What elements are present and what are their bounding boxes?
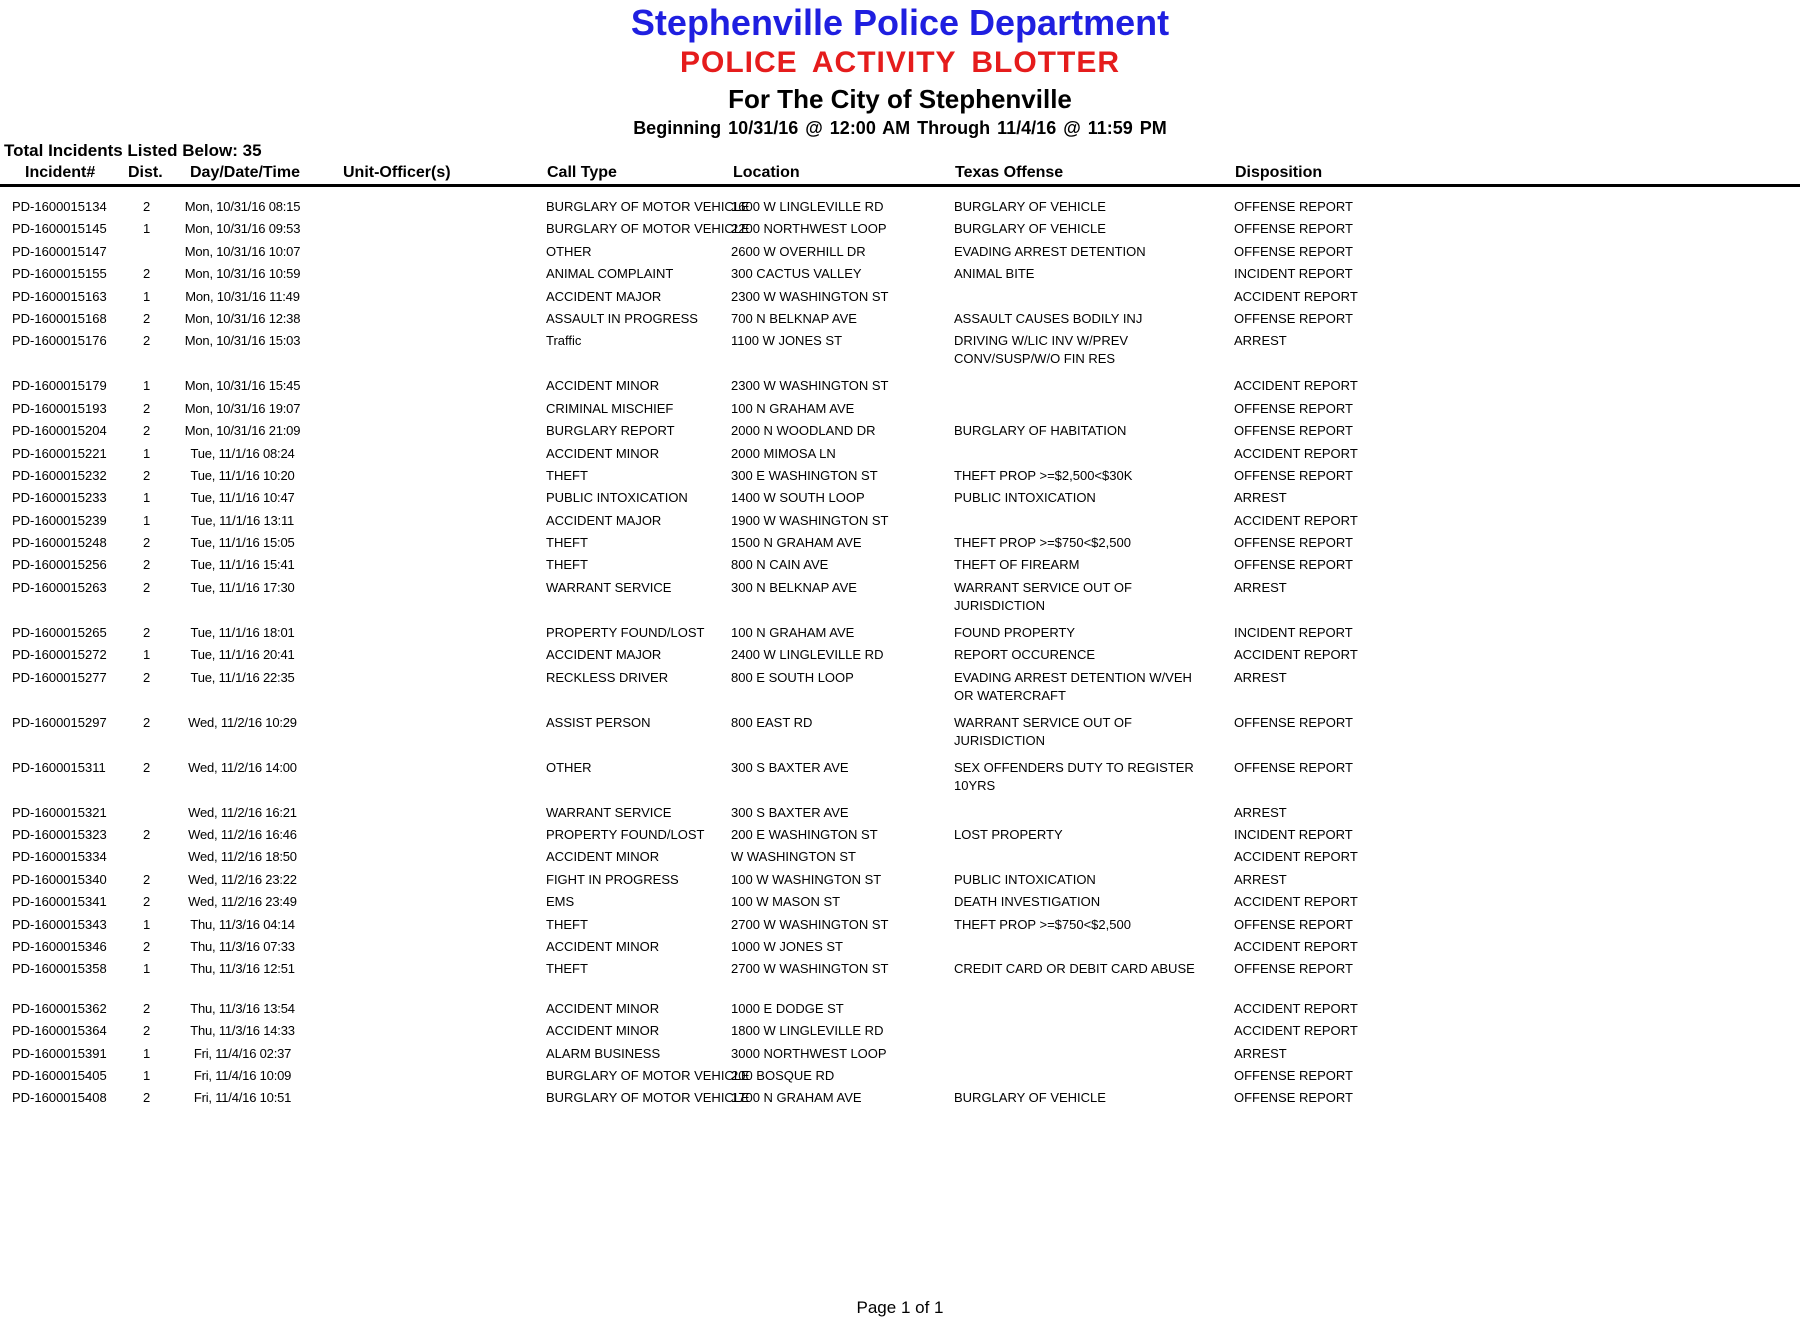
district-cell: 2 [143,894,151,910]
day-date-time-cell: Mon, 10/31/16 08:15 [184,199,301,214]
texas-offense-cell: EVADING ARREST DETENTION [954,243,1146,259]
district-cell: 2 [143,714,151,730]
district-cell: 1 [143,961,151,977]
incident-number-cell: PD-1600015364 [12,1023,107,1039]
texas-offense-cell: ANIMAL BITE [954,266,1035,282]
day-date-time-cell: Mon, 10/31/16 10:59 [184,266,301,282]
location-cell: 200 BOSQUE RD [731,1067,835,1083]
day-date-time-cell: Tue, 11/1/16 08:24 [190,445,295,461]
table-row [0,512,1800,534]
table-row [0,1089,1800,1111]
day-date-time-cell: Mon, 10/31/16 21:09 [184,423,301,439]
disposition-cell: OFFENSE REPORT [1234,961,1353,977]
district-cell: 2 [143,938,151,954]
district-cell: 2 [143,759,151,775]
disposition-cell: ACCIDENT REPORT [1234,894,1358,910]
day-date-time-cell: Mon, 10/31/16 15:03 [184,333,301,349]
call-type-cell: ANIMAL COMPLAINT [546,266,674,282]
call-type-cell: Traffic [546,333,582,349]
location-cell: 2000 N WOODLAND DR [731,423,876,439]
column-header-disposition: Disposition [1235,164,1323,181]
location-cell: 2300 W WASHINGTON ST [731,288,889,304]
district-cell: 1 [143,647,151,663]
texas-offense-cell: THEFT PROP >=$750<$2,500 [954,535,1131,551]
district-cell: 2 [143,557,151,573]
day-date-time-cell: Tue, 11/1/16 22:35 [190,669,295,685]
location-cell: 1100 W JONES ST [731,333,843,349]
texas-offense-cell: CREDIT CARD OR DEBIT CARD ABUSE [954,961,1195,977]
texas-offense-cell: LOST PROPERTY [954,827,1063,843]
disposition-cell: OFFENSE REPORT [1234,535,1353,551]
day-date-time-cell: Wed, 11/2/16 16:46 [188,827,297,843]
call-type-cell: PROPERTY FOUND/LOST [546,624,705,640]
call-type-cell: WARRANT SERVICE [546,579,672,595]
table-row [0,556,1800,578]
location-cell: 100 N GRAHAM AVE [731,400,855,416]
disposition-cell: OFFENSE REPORT [1234,423,1353,439]
table-row [0,669,1800,714]
day-date-time-cell: Thu, 11/3/16 07:33 [190,938,295,954]
location-cell: 2300 W WASHINGTON ST [731,378,889,394]
disposition-cell: OFFENSE REPORT [1234,467,1353,483]
incident-number-cell: PD-1600015405 [12,1067,107,1083]
table-row [0,489,1800,511]
disposition-cell: OFFENSE REPORT [1234,221,1353,237]
day-date-time-cell: Tue, 11/1/16 10:47 [190,490,295,506]
texas-offense-cell: PUBLIC INTOXICATION [954,490,1096,506]
location-cell: 800 E SOUTH LOOP [731,669,854,685]
disposition-cell: OFFENSE REPORT [1234,400,1353,416]
location-cell: 1800 W LINGLEVILLE RD [731,1023,884,1039]
district-cell: 2 [143,871,151,887]
incident-number-cell: PD-1600015321 [12,804,107,820]
incident-number-cell: PD-1600015168 [12,310,107,326]
table-row [0,1000,1800,1022]
table-row [0,826,1800,848]
district-cell: 2 [143,579,151,595]
incident-number-cell: PD-1600015256 [12,557,107,573]
call-type-cell: ACCIDENT MAJOR [546,647,662,663]
incident-number-cell: PD-1600015323 [12,827,107,843]
district-cell: 1 [143,445,151,461]
day-date-time-cell: Thu, 11/3/16 14:33 [190,1023,295,1039]
incident-number-cell: PD-1600015232 [12,467,107,483]
disposition-cell: OFFENSE REPORT [1234,199,1353,214]
column-header-location: Location [733,164,800,181]
location-cell: 1000 E DODGE ST [731,1000,844,1016]
texas-offense-cell: BURGLARY OF HABITATION [954,423,1127,439]
table-row [0,938,1800,960]
table-row [0,1022,1800,1044]
incident-number-cell: PD-1600015408 [12,1090,107,1106]
location-cell: 2000 MIMOSA LN [731,445,836,461]
call-type-cell: THEFT [546,961,588,977]
call-type-cell: ACCIDENT MAJOR [546,512,662,528]
call-type-cell: ACCIDENT MINOR [546,849,660,865]
incident-number-cell: PD-1600015204 [12,423,107,439]
disposition-cell: ACCIDENT REPORT [1234,647,1358,663]
disposition-cell: INCIDENT REPORT [1234,624,1353,640]
call-type-cell: BURGLARY OF MOTOR VEHICLE [546,199,750,214]
column-header-datetime: Day/Date/Time [190,164,300,181]
header-rule [0,184,1800,187]
table-row [0,445,1800,467]
table-row [0,243,1800,265]
day-date-time-cell: Tue, 11/1/16 17:30 [190,579,295,595]
table-row [0,265,1800,287]
location-cell: 300 S BAXTER AVE [731,804,849,820]
disposition-cell: ACCIDENT REPORT [1234,1023,1358,1039]
call-type-cell: THEFT [546,467,588,483]
call-type-cell: BURGLARY REPORT [546,423,675,439]
table-row [0,534,1800,556]
page-number: Page 1 of 1 [856,1298,944,1317]
incident-number-cell: PD-1600015272 [12,647,107,663]
disposition-cell: OFFENSE REPORT [1234,759,1353,775]
day-date-time-cell: Thu, 11/3/16 12:51 [190,961,295,977]
district-cell: 2 [143,423,151,439]
table-row [0,759,1800,804]
texas-offense-cell: REPORT OCCURENCE [954,647,1096,663]
location-cell: 2200 NORTHWEST LOOP [731,221,887,237]
day-date-time-cell: Fri, 11/4/16 02:37 [193,1045,292,1061]
district-cell: 2 [143,333,151,349]
district-cell: 1 [143,378,151,394]
disposition-cell: ARREST [1234,333,1287,349]
incident-table [0,198,1800,1112]
disposition-cell: ACCIDENT REPORT [1234,378,1358,394]
location-cell: 300 N BELKNAP AVE [731,579,857,595]
table-row [0,893,1800,915]
disposition-cell: OFFENSE REPORT [1234,916,1353,932]
table-row [0,848,1800,870]
disposition-cell: OFFENSE REPORT [1234,1090,1353,1106]
day-date-time-cell: Wed, 11/2/16 23:49 [188,894,297,910]
call-type-cell: THEFT [546,557,588,573]
table-row [0,422,1800,444]
incident-number-cell: PD-1600015391 [12,1045,107,1061]
location-cell: 1600 W LINGLEVILLE RD [731,199,884,214]
incident-number-cell: PD-1600015297 [12,714,107,730]
incident-number-cell: PD-1600015193 [12,400,107,416]
disposition-cell: ACCIDENT REPORT [1234,288,1358,304]
texas-offense-cell: THEFT PROP >=$2,500<$30K [954,467,1133,483]
location-cell: 100 N GRAHAM AVE [731,624,855,640]
table-row [0,198,1800,220]
date-range: Beginning 10/31/16 @ 12:00 AM Through 11/4/16 @ 11:59 PM [633,118,1167,138]
district-cell: 2 [143,624,151,640]
department-title: Stephenville Police Department [630,2,1170,43]
district-cell: 2 [143,535,151,551]
disposition-cell: ACCIDENT REPORT [1234,512,1358,528]
day-date-time-cell: Wed, 11/2/16 16:21 [188,804,297,820]
location-cell: 1900 W WASHINGTON ST [731,512,889,528]
city-subtitle: For The City of Stephenville [728,84,1072,114]
day-date-time-cell: Thu, 11/3/16 13:54 [190,1000,295,1016]
location-cell: 100 W MASON ST [731,894,841,910]
location-cell: 1400 W SOUTH LOOP [731,490,865,506]
district-cell: 1 [143,916,151,932]
incident-number-cell: PD-1600015311 [12,759,106,775]
call-type-cell: BURGLARY OF MOTOR VEHICLE [546,1067,750,1083]
district-cell: 1 [143,490,151,506]
district-cell: 2 [143,1000,151,1016]
district-cell: 2 [143,199,151,214]
incident-number-cell: PD-1600015362 [12,1000,107,1016]
incident-number-cell: PD-1600015340 [12,871,107,887]
table-row [0,624,1800,646]
district-cell: 2 [143,266,151,282]
location-cell: 200 E WASHINGTON ST [731,827,878,843]
total-incidents: Total Incidents Listed Below: 35 [4,141,262,160]
disposition-cell: ACCIDENT REPORT [1234,938,1358,954]
disposition-cell: ACCIDENT REPORT [1234,445,1358,461]
disposition-cell: INCIDENT REPORT [1234,827,1353,843]
district-cell: 2 [143,827,151,843]
table-row [0,400,1800,422]
incident-number-cell: PD-1600015147 [12,243,107,259]
call-type-cell: WARRANT SERVICE [546,804,672,820]
call-type-cell: ALARM BUSINESS [546,1045,661,1061]
incident-number-cell: PD-1600015334 [12,849,107,865]
district-cell: 2 [143,400,151,416]
incident-number-cell: PD-1600015263 [12,579,107,595]
table-row [0,579,1800,624]
day-date-time-cell: Wed, 11/2/16 23:22 [188,871,297,887]
incident-number-cell: PD-1600015176 [12,333,107,349]
day-date-time-cell: Mon, 10/31/16 12:38 [184,310,301,326]
day-date-time-cell: Mon, 10/31/16 19:07 [184,400,301,416]
table-row [0,467,1800,489]
district-cell: 1 [143,1045,151,1061]
texas-offense-cell: BURGLARY OF VEHICLE [954,1090,1106,1106]
incident-number-cell: PD-1600015221 [12,445,107,461]
blotter-title: POLICE ACTIVITY BLOTTER [679,46,1120,79]
disposition-cell: ACCIDENT REPORT [1234,849,1358,865]
incident-number-cell: PD-1600015343 [12,916,107,932]
call-type-cell: ASSAULT IN PROGRESS [546,310,698,326]
column-header-offense: Texas Offense [955,164,1064,181]
location-cell: 300 E WASHINGTON ST [731,467,878,483]
texas-offense-cell: WARRANT SERVICE OUT OF JURISDICTION [954,714,1132,748]
disposition-cell: OFFENSE REPORT [1234,714,1353,730]
day-date-time-cell: Mon, 10/31/16 10:07 [184,243,301,259]
call-type-cell: ACCIDENT MINOR [546,445,660,461]
call-type-cell: RECKLESS DRIVER [546,669,669,685]
incident-number-cell: PD-1600015277 [12,669,107,685]
location-cell: W WASHINGTON ST [731,849,856,865]
call-type-cell: FIGHT IN PROGRESS [546,871,679,887]
column-header-call-type: Call Type [547,164,617,181]
column-header-dist: Dist. [128,164,163,181]
call-type-cell: ACCIDENT MINOR [546,1023,660,1039]
table-row [0,310,1800,332]
disposition-cell: ARREST [1234,1045,1287,1061]
disposition-cell: INCIDENT REPORT [1234,266,1353,282]
district-cell: 2 [143,1090,151,1106]
incident-number-cell: PD-1600015265 [12,624,107,640]
texas-offense-cell: DRIVING W/LIC INV W/PREV CONV/SUSP/W/O FIN RES [954,333,1129,367]
incident-number-cell: PD-1600015239 [12,512,107,528]
call-type-cell: THEFT [546,916,588,932]
call-type-cell: PUBLIC INTOXICATION [546,490,688,506]
disposition-cell: ARREST [1234,669,1287,685]
day-date-time-cell: Wed, 11/2/16 18:50 [188,849,297,865]
call-type-cell: OTHER [546,243,592,259]
disposition-cell: OFFENSE REPORT [1234,557,1353,573]
location-cell: 300 CACTUS VALLEY [731,266,862,282]
location-cell: 2700 W WASHINGTON ST [731,961,889,977]
incident-number-cell: PD-1600015163 [12,288,107,304]
district-cell: 2 [143,310,151,326]
texas-offense-cell: BURGLARY OF VEHICLE [954,199,1106,214]
column-header-unit: Unit-Officer(s) [343,164,451,181]
table-row [0,960,1800,982]
texas-offense-cell: WARRANT SERVICE OUT OF JURISDICTION [954,579,1132,613]
district-cell: 1 [143,221,151,237]
incident-number-cell: PD-1600015248 [12,535,107,551]
incident-number-cell: PD-1600015341 [12,894,107,910]
location-cell: 1500 N GRAHAM AVE [731,535,862,551]
call-type-cell: OTHER [546,759,592,775]
texas-offense-cell: DEATH INVESTIGATION [954,894,1101,910]
district-cell: 2 [143,1023,151,1039]
district-cell: 2 [143,467,151,483]
location-cell: 3000 NORTHWEST LOOP [731,1045,887,1061]
day-date-time-cell: Mon, 10/31/16 11:49 [185,288,300,304]
table-row [0,1045,1800,1067]
location-cell: 1700 N GRAHAM AVE [731,1090,862,1106]
location-cell: 100 W WASHINGTON ST [731,871,882,887]
location-cell: 2400 W LINGLEVILLE RD [731,647,884,663]
day-date-time-cell: Mon, 10/31/16 09:53 [184,221,301,237]
call-type-cell: ACCIDENT MAJOR [546,288,662,304]
day-date-time-cell: Wed, 11/2/16 14:00 [188,759,297,775]
day-date-time-cell: Thu, 11/3/16 04:14 [190,916,295,932]
disposition-cell: OFFENSE REPORT [1234,310,1353,326]
location-cell: 800 EAST RD [731,714,813,730]
texas-offense-cell: EVADING ARREST DETENTION W/VEH OR WATERCRAFT [954,669,1192,703]
location-cell: 800 N CAIN AVE [731,557,829,573]
district-cell: 2 [143,669,151,685]
incident-number-cell: PD-1600015134 [12,199,107,214]
table-row [0,714,1800,759]
texas-offense-cell: BURGLARY OF VEHICLE [954,221,1106,237]
table-row [0,1067,1800,1089]
call-type-cell: ACCIDENT MINOR [546,1000,660,1016]
location-cell: 2600 W OVERHILL DR [731,243,866,259]
day-date-time-cell: Fri, 11/4/16 10:09 [193,1067,292,1083]
location-cell: 2700 W WASHINGTON ST [731,916,889,932]
day-date-time-cell: Tue, 11/1/16 15:41 [190,557,295,573]
incident-number-cell: PD-1600015145 [12,221,107,237]
texas-offense-cell: ASSAULT CAUSES BODILY INJ [954,310,1143,326]
district-cell: 1 [143,1067,151,1083]
disposition-cell: ARREST [1234,490,1287,506]
call-type-cell: THEFT [546,535,588,551]
table-row [0,804,1800,826]
disposition-cell: ARREST [1234,804,1287,820]
day-date-time-cell: Tue, 11/1/16 20:41 [190,647,295,663]
texas-offense-cell: SEX OFFENDERS DUTY TO REGISTER 10YRS [954,759,1194,793]
table-row [0,220,1800,242]
table-row [0,871,1800,893]
disposition-cell: OFFENSE REPORT [1234,243,1353,259]
call-type-cell: BURGLARY OF MOTOR VEHICLE [546,221,750,237]
district-cell: 1 [143,288,151,304]
day-date-time-cell: Tue, 11/1/16 18:01 [190,624,295,640]
location-cell: 300 S BAXTER AVE [731,759,849,775]
call-type-cell: CRIMINAL MISCHIEF [546,400,674,416]
texas-offense-cell: THEFT PROP >=$750<$2,500 [954,916,1131,932]
day-date-time-cell: Tue, 11/1/16 15:05 [190,535,295,551]
table-row [0,332,1800,377]
table-row [0,646,1800,668]
day-date-time-cell: Tue, 11/1/16 13:11 [190,512,295,528]
column-header-incident: Incident# [25,164,96,181]
district-cell: 1 [143,512,151,528]
incident-number-cell: PD-1600015179 [12,378,107,394]
call-type-cell: ASSIST PERSON [546,714,651,730]
disposition-cell: ARREST [1234,579,1287,595]
texas-offense-cell: PUBLIC INTOXICATION [954,871,1096,887]
location-cell: 1000 W JONES ST [731,938,843,954]
day-date-time-cell: Wed, 11/2/16 10:29 [188,714,297,730]
disposition-cell: ACCIDENT REPORT [1234,1000,1358,1016]
table-row [0,288,1800,310]
incident-number-cell: PD-1600015155 [12,266,107,282]
disposition-cell: OFFENSE REPORT [1234,1067,1353,1083]
incident-number-cell: PD-1600015233 [12,490,107,506]
call-type-cell: ACCIDENT MINOR [546,938,660,954]
call-type-cell: ACCIDENT MINOR [546,378,660,394]
day-date-time-cell: Fri, 11/4/16 10:51 [193,1090,292,1106]
day-date-time-cell: Tue, 11/1/16 10:20 [190,467,295,483]
disposition-cell: ARREST [1234,871,1287,887]
table-row [0,377,1800,399]
call-type-cell: EMS [546,894,575,910]
call-type-cell: PROPERTY FOUND/LOST [546,827,705,843]
table-row [0,916,1800,938]
incident-number-cell: PD-1600015346 [12,938,107,954]
location-cell: 700 N BELKNAP AVE [731,310,857,326]
texas-offense-cell: FOUND PROPERTY [954,624,1076,640]
texas-offense-cell: THEFT OF FIREARM [954,557,1080,573]
day-date-time-cell: Mon, 10/31/16 15:45 [184,378,301,394]
incident-number-cell: PD-1600015358 [12,961,107,977]
call-type-cell: BURGLARY OF MOTOR VEHICLE [546,1090,750,1106]
